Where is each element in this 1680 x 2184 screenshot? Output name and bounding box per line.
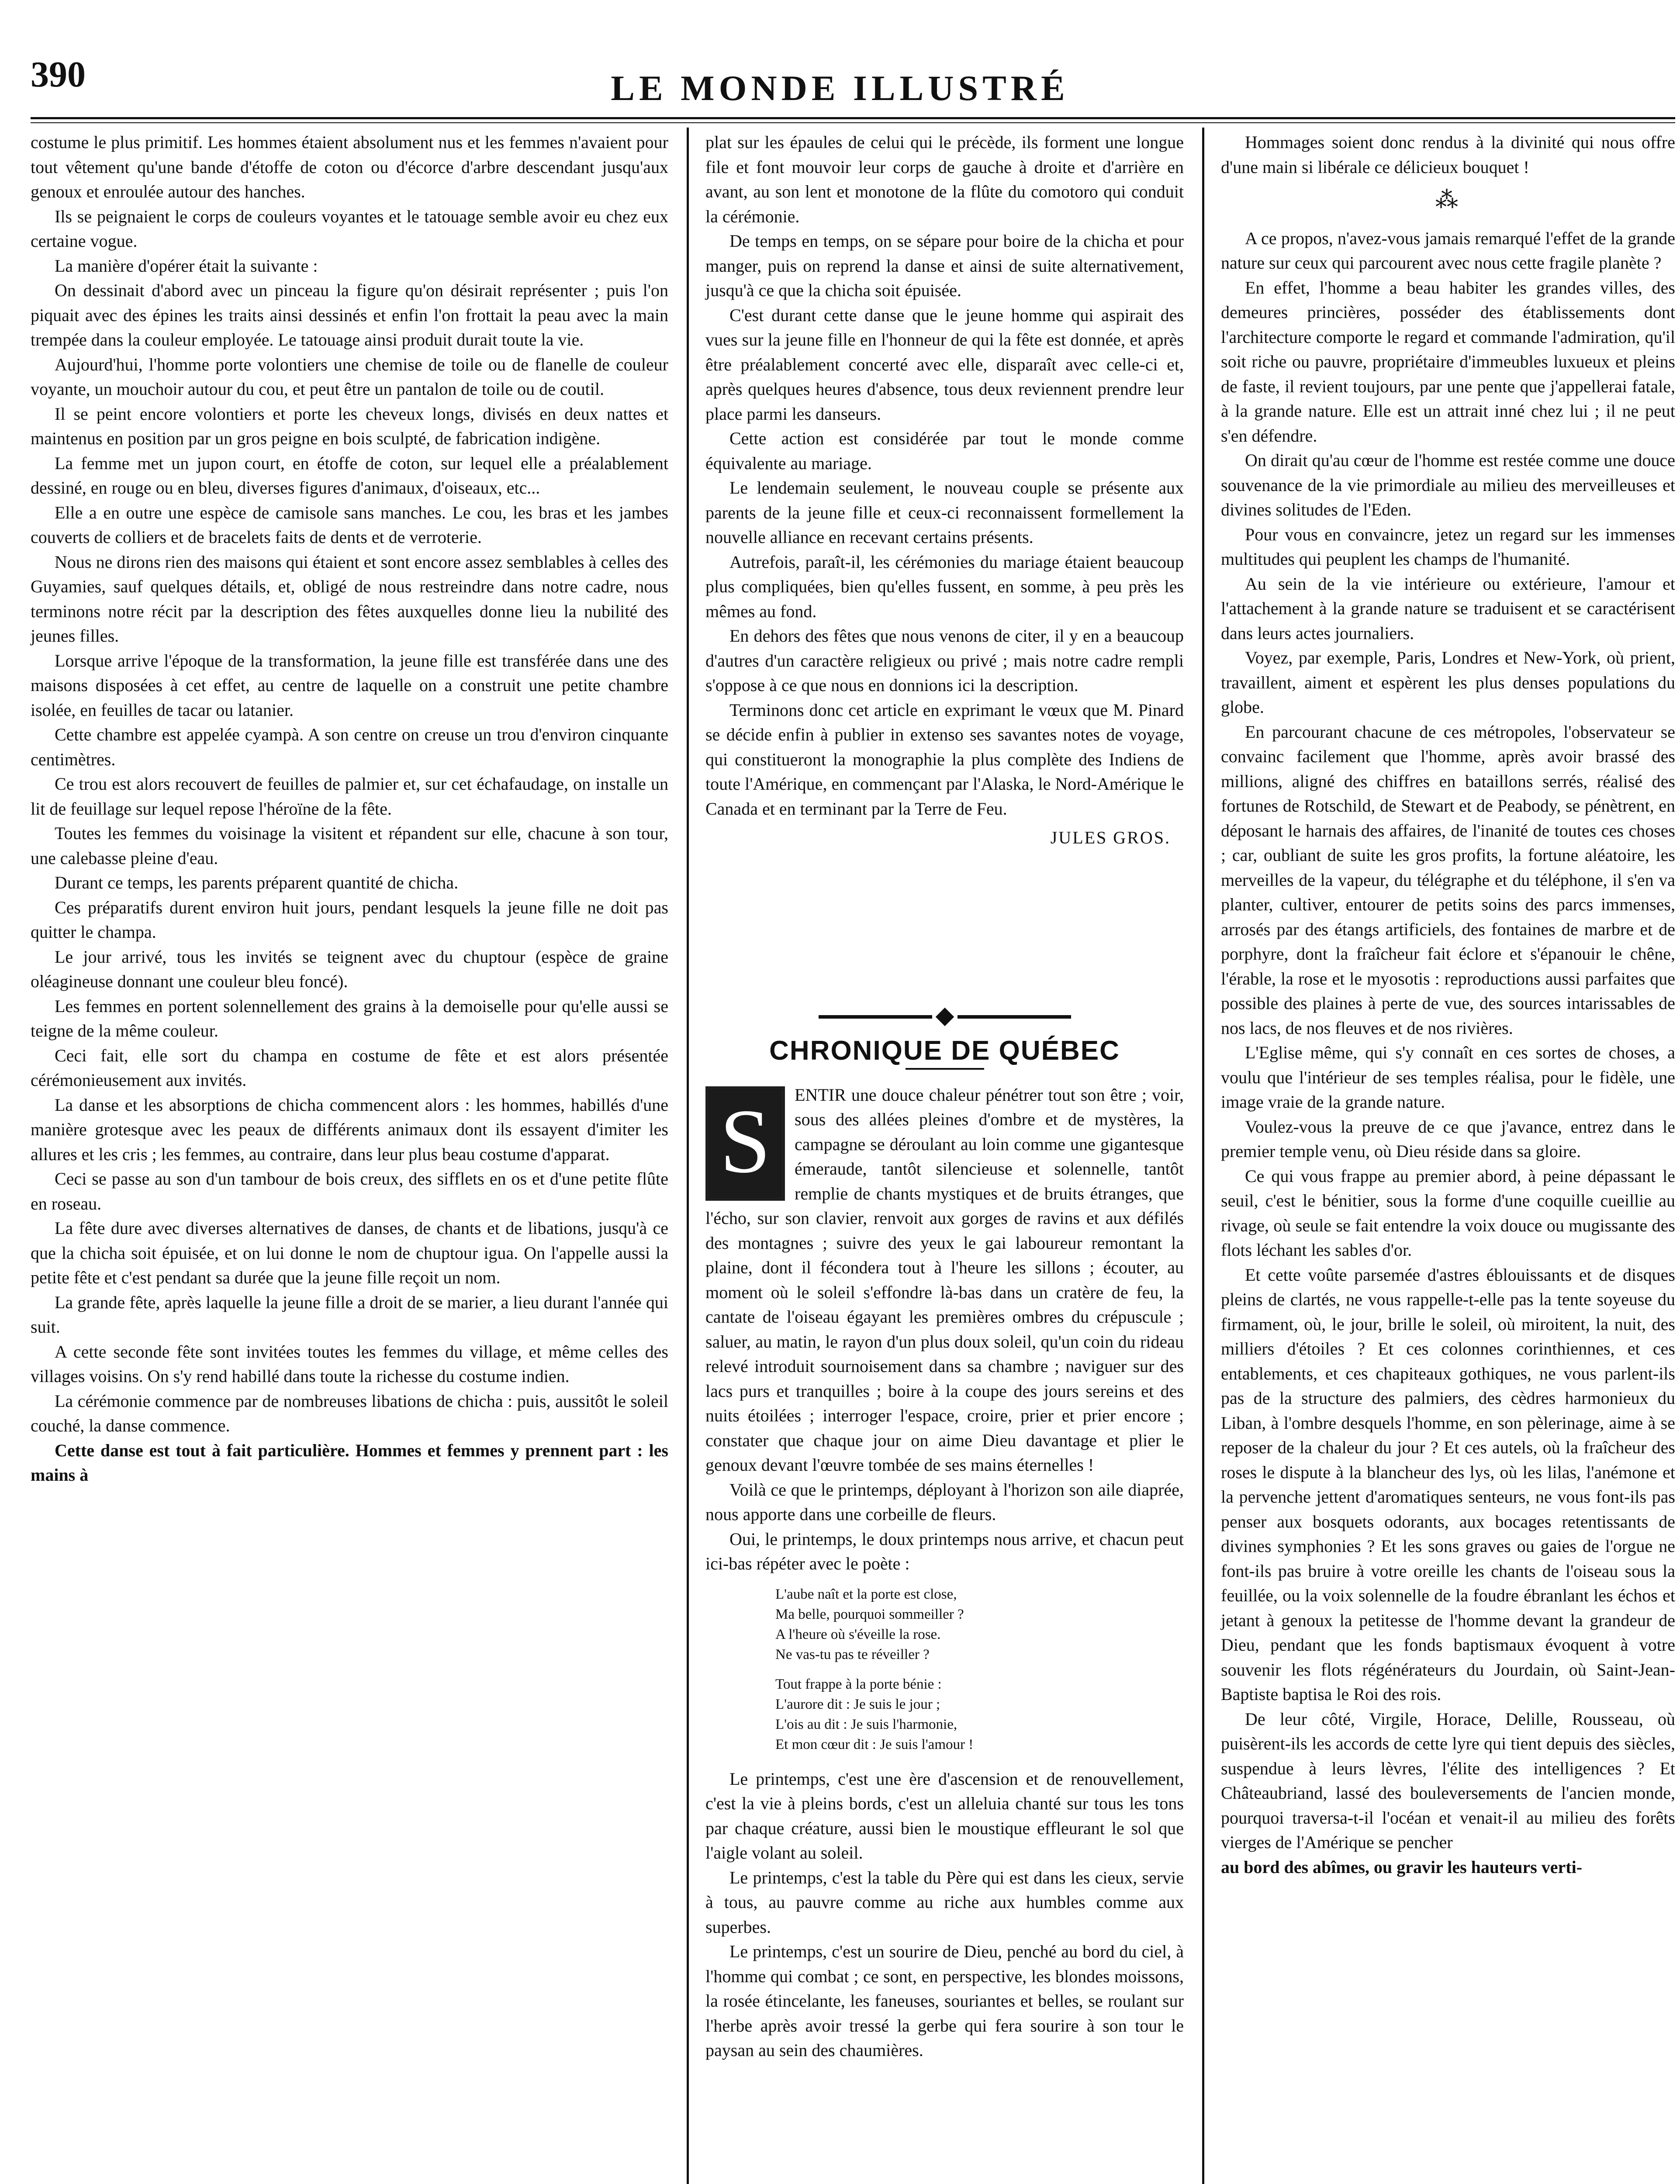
article-paragraph: De temps en temps, on se sépare pour boire de la chicha et pour manger, puis on reprend la danse et ainsi de suite alternativement, jusqu'à ce que la chicha soit épuisée.	[705, 231, 1184, 300]
article-paragraph: Ceci fait, elle sort du champa en costume de fête et est alors présentée cérémonieusement aux invités.	[31, 1045, 668, 1090]
poem-line: A l'heure où s'éveille la rose.	[775, 1626, 941, 1642]
poem-line: Et mon cœur dit : Je suis l'amour !	[775, 1736, 974, 1752]
masthead-title: LE MONDE ILLUSTRÉ	[611, 68, 1069, 108]
poem-quote	[775, 1584, 1184, 1755]
article-paragraph: Les femmes en portent solennellement des grains à la demoiselle pour qu'elle aussi se teigne de la même couleur.	[31, 996, 668, 1040]
article-paragraph: La cérémonie commence par de nombreuses libations de chicha : puis, aussitôt le soleil couché, la danse commence.	[31, 1391, 668, 1435]
article-paragraph: costume le plus primitif. Les hommes étaient absolument nus et les femmes n'avaient pour tout vêtement qu'une bande d'étoffe de coton ou d'écorce d'arbre descendant jusqu'aux genoux et enroulée autour des hanches.	[31, 132, 668, 201]
article-paragraph: Voulez-vous la preuve de ce que j'avance, entrez dans le premier temple venu, où Dieu réside dans sa gloire.	[1221, 1116, 1675, 1161]
article-paragraph: Au sein de la vie intérieure ou extérieure, l'amour et l'attachement à la grande nature se traduisent et se caractérisent dans leurs actes journaliers.	[1221, 574, 1675, 643]
column-divider	[1202, 128, 1204, 2184]
article-paragraph: Autrefois, paraît-il, les cérémonies du mariage étaient beaucoup plus compliquées, bien qu'elles fussent, en somme, à peu près les mêmes au fond.	[705, 552, 1184, 621]
column-left	[31, 130, 668, 2184]
article-paragraph: Voyez, par exemple, Paris, Londres et New-York, où prient, travaillent, aiment et espèrent les plus denses populations du globe.	[1221, 648, 1675, 717]
article-paragraph: C'est durant cette danse que le jeune homme qui aspirait des vues sur la jeune fille en l'honneur de qui la fête est donnée, et après être préalablement concerté avec elle, disparaît avec celle-ci et, après quelques heures d'absence, tous deux reviennent prendre leur place parmi les danseurs.	[705, 305, 1184, 424]
article-paragraph: Oui, le printemps, le doux printemps nous arrive, et chacun peut ici-bas répéter avec le poète :	[705, 1529, 1184, 1573]
article-paragraph: Le printemps, c'est une ère d'ascension et de renouvellement, c'est la vie à pleins bords, c'est un alleluia chanté sur tous les tons par chaque créature, aussi bien le moustique effleurant le sol que l'aigle volant au soleil.	[705, 1769, 1184, 1863]
author-signature: JULES GROS.	[1050, 828, 1171, 847]
article-paragraph: Ceci se passe au son d'un tambour de bois creux, des sifflets en os et d'une petite flûte en roseau.	[31, 1169, 668, 1213]
section-heading: CHRONIQUE DE QUÉBEC	[769, 1036, 1120, 1066]
article-paragraph: Terminons donc cet article en exprimant le vœux que M. Pinard se décide enfin à publier in extenso ses savantes notes de voyage, qui constitueront la monographie la plus complète des Indiens de toute l'Amérique, en commençant par l'Alaska, le Nord-Amérique le Canada et en terminant par la Terre de Feu.	[705, 700, 1184, 819]
ornament-diamond	[935, 1008, 954, 1026]
article-paragraph: Il se peint encore volontiers et porte les cheveux longs, divisés en deux nattes et maintenus en position par un gros peigne en bois sculpté, de fabrication indigène.	[31, 404, 668, 448]
poem-stanza	[775, 1584, 1184, 1665]
poem-line: L'aube naît et la porte est close,	[775, 1586, 957, 1602]
heading-rule	[906, 1068, 984, 1070]
article-paragraph: Cette action est considérée par tout le monde comme équivalente au mariage.	[705, 429, 1184, 473]
article-paragraph: De leur côté, Virgile, Horace, Delille, Rousseau, où puisèrent-ils les accords de cette lyre qui tient depuis des siècles, suspendue à leurs lèvres, l'élite des intelligences ? Et Châteaubriand, lassé des bouleversements de l'ancien monde, pourquoi traversa-t-il l'océan et venait-il au milieu des forêts vierges de l'Amérique se pencher	[1221, 1709, 1675, 1852]
article-paragraph: Voilà ce que le printemps, déployant à l'horizon son aile diaprée, nous apporte dans une corbeille de fleurs.	[705, 1479, 1184, 1524]
article-paragraph: au bord des abîmes, ou gravir les hauteurs verti-	[1221, 1857, 1583, 1877]
article-paragraph: Hommages soient donc rendus à la divinité qui nous offre d'une main si libérale ce délicieux bouquet !	[1221, 132, 1675, 177]
article-paragraph: Cette chambre est appelée cyampà. A son centre on creuse un trou d'environ cinquante centimètres.	[31, 725, 668, 769]
article-paragraph: Toutes les femmes du voisinage la visitent et répandent sur elle, chacune à son tour, une calebasse pleine d'eau.	[31, 823, 668, 868]
article-paragraph: Et cette voûte parsemée d'astres éblouissants et de disques pleins de clartés, ne vous rappelle-t-elle pas la tente soyeuse du firmament, où, le jour, brille le soleil, où miroitent, la nuit, des milliers d'étoiles ? Et ces colonnes corinthiennes, et ces entablements, et ces chapiteaux gothiques, ne vous parlent-ils pas de la structure des palmiers, des cèdres harmonieux du Liban, à l'ombre desquels l'homme, en son pèlerinage, aime à se reposer de la chaleur du jour ? Et ces autels, où la fraîcheur des roses le dispute à la blancheur des lys, où les lilas, l'anémone et la pervenche jettent d'aromatiques senteurs, ne vous font-ils pas penser aux bosquets odorants, aux bocages retentissants de divines symphonies ? Et les sons graves ou gaies de l'orgue ne font-ils pas bruire à votre oreille les chants de l'oiseau sous la feuillée, ou la voix solennelle de la foudre ébranlant les échos et jetant à genoux la petitesse de l'homme devant la grandeur de Dieu, pendant que les fonds baptismaux évoquent à votre souvenir les flots régénérateurs du Jourdain, où Saint-Jean-Baptiste baptisa le Roi des rois.	[1221, 1265, 1675, 1704]
article-paragraph: Pour vous en convaincre, jetez un regard sur les immenses multitudes qui peuplent les champs de l'humanité.	[1221, 524, 1675, 569]
article-paragraph: Lorsque arrive l'époque de la transformation, la jeune fille est transférée dans une des maisons disposées à cet effet, au centre de laquelle on a construit une petite chambre isolée, en feuilles de tacar ou latanier.	[31, 650, 668, 720]
asterism-separator: ⁂	[1435, 188, 1461, 213]
article-paragraph: En dehors des fêtes que nous venons de citer, il y en a beaucoup d'autres d'un caractère religieux ou privé ; mais notre cadre rempli s'oppose à ce que nous en donnions ici la description.	[705, 626, 1184, 695]
lead-paragraph: ENTIR une douce chaleur pénétrer tout son être ; voir, sous des allées pleines d'ombre et de mystères, la campagne se déroulant au loin comme une gigantesque émeraude, tantôt silencieuse et solennelle, tantôt remplie de chants mystiques et de bruits étranges, que l'écho, sur son clavier, renvoit aux gorges de ravins et aux défilés des montagnes ; suivre des yeux le gai laboureur remontant la plaine, dont il fécondera tout à l'heure les sillons ; écouter, au moment où le soleil s'effondre là-bas dans un cratère de feu, la cantate de l'oiseau égayant les premières ombres du crépuscule ; saluer, au matin, le rayon d'un plus doux soleil, qu'un coin du rideau relevé introduit sournoisement dans sa chambre ; naviguer sur des lacs purs et tranquilles ; boire à la coupe des jours sereins et des nuits étoilées ; interroger l'espace, croire, prier et prier encore ; constater que chaque jour on aime Dieu davantage et plier le genoux devant l'œuvre tombée de ses mains éternelles !	[705, 1085, 1184, 1475]
ornament-rule	[958, 1015, 1071, 1019]
header-rule	[31, 117, 1675, 119]
column-right	[1221, 130, 1675, 2184]
article-paragraph: Cette danse est tout à fait particulière. Hommes et femmes y prennent part : les mains à	[31, 1440, 668, 1485]
poem-line: Ma belle, pourquoi sommeiller ?	[775, 1606, 964, 1622]
section-ornament	[705, 1004, 1184, 1030]
article-paragraph: La fête dure avec diverses alternatives de danses, de chants et de libations, jusqu'à ce que la chicha soit épuisée, et on lui donne le nom de chuptour igua. On l'appelle aussi la petite fête et c'est pendant sa durée que la jeune fille reçoit un nom.	[31, 1218, 668, 1287]
article-paragraph: A ce propos, n'avez-vous jamais remarqué l'effet de la grande nature sur ceux qui parcourent avec nous cette fragile planète ?	[1221, 228, 1675, 273]
poem-line: Ne vas-tu pas te réveiller ?	[775, 1646, 930, 1662]
article-paragraph: La grande fête, après laquelle la jeune fille a droit de se marier, a lieu durant l'année qui suit.	[31, 1292, 668, 1337]
poem-line: L'aurore dit : Je suis le jour ;	[775, 1696, 940, 1712]
article-paragraph: Elle a en outre une espèce de camisole sans manches. Le cou, les bras et les jambes couverts de colliers et de bracelets faits de dents et de verroterie.	[31, 502, 668, 547]
article-paragraph: Le printemps, c'est un sourire de Dieu, penché au bord du ciel, à l'homme qui combat ; ce sont, en perspective, les blondes moissons, la rosée étincelante, les faneuses, souriantes et belles, se roulant sur l'herbe après avoir tressé la gerbe qui fera sourire à son tour le paysan au sein des chaumières.	[705, 1942, 1184, 2060]
article-paragraph: On dessinait d'abord avec un pinceau la figure qu'on désirait représenter ; puis l'on piquait avec des épines les traits ainsi dessinés et enfin l'on frottait la peau avec la main trempée dans la couleur employée. Le tatouage ainsi produit durait toute la vie.	[31, 280, 668, 349]
article-paragraph: L'Eglise même, qui s'y connaît en ces sortes de choses, a voulu que l'intérieur de ses temples réalisa, pour le fidèle, une image vraie de la grande nature.	[1221, 1043, 1675, 1112]
article-paragraph: La manière d'opérer était la suivante :	[55, 256, 318, 276]
article-paragraph: La danse et les absorptions de chicha commencent alors : les hommes, habillés d'une manière grotesque avec les peaux de différents animaux dont ils essayent d'imiter les allures et les cris ; les femmes, au contraire, dans leur plus beau costume d'apparat.	[31, 1095, 668, 1164]
drop-cap: S	[705, 1086, 785, 1201]
article-paragraph: A cette seconde fête sont invitées toutes les femmes du village, et même celles des villages voisins. On s'y rend habillé dans toute la richesse du costume indien.	[31, 1341, 668, 1386]
ornament-rule	[819, 1015, 932, 1019]
article-paragraph: Durant ce temps, les parents préparent quantité de chicha.	[55, 873, 459, 892]
article-paragraph: Ce qui vous frappe au premier abord, à peine dépassant le seuil, c'est le bénitier, sous la forme d'une coquille cueillie au rivage, où seule se fait entendre la voix douce ou mugissante des flots léchant les sables d'or.	[1221, 1166, 1675, 1260]
article-paragraph: La femme met un jupon court, en étoffe de coton, sur lequel elle a préalablement dessiné, en rouge ou en bleu, diverses figures d'animaux, d'oiseaux, etc...	[31, 453, 668, 498]
article-paragraph: Ils se peignaient le corps de couleurs voyantes et le tatouage semble avoir eu chez eux certaine vogue.	[31, 206, 668, 251]
article-paragraph: Le lendemain seulement, le nouveau couple se présente aux parents de la jeune fille et ceux-ci reconnaissent formellement la nouvelle alliance en recevant certains présents.	[705, 478, 1184, 547]
chronique-article	[705, 1036, 1184, 2184]
article-paragraph: Le jour arrivé, tous les invités se teignent avec du chuptour (espèce de graine oléagineuse donnant une couleur bleu foncé).	[31, 947, 668, 991]
article-paragraph: plat sur les épaules de celui qui le précède, ils forment une longue file et font mouvoir leur corps de gauche à droite et d'arrière en avant, au son lent et monotone de la flûte du comotoro qui conduit la cérémonie.	[705, 132, 1184, 226]
article-paragraph: Nous ne dirons rien des maisons qui étaient et sont encore assez semblables à celles des Guyamies, sauf quelques détails, et, obligé de nous restreindre dans notre cadre, nous terminons notre récit par la description des fêtes auxquelles donne lieu la nubilité des jeunes filles.	[31, 552, 668, 646]
article-continuation	[705, 130, 1184, 1004]
poem-line: Tout frappe à la porte bénie :	[775, 1676, 942, 1692]
column-divider	[687, 128, 689, 2184]
poem-line: L'ois au dit : Je suis l'harmonie,	[775, 1716, 958, 1732]
article-paragraph: Ces préparatifs durent environ huit jours, pendant lesquels la jeune fille ne doit pas quitter le champa.	[31, 897, 668, 942]
article-paragraph: Aujourd'hui, l'homme porte volontiers une chemise de toile ou de flanelle de couleur voyante, un mouchoir autour du cou, et peut être un pantalon de toile ou de coutil.	[31, 354, 668, 399]
header-rule-thin	[31, 122, 1675, 123]
article-paragraph: Le printemps, c'est la table du Père qui est dans les cieux, servie à tous, au pauvre comme au riche aux humbles comme aux superbes.	[705, 1867, 1184, 1937]
article-paragraph: On dirait qu'au cœur de l'homme est restée comme une douce souvenance de la vie primordiale au milieu des merveilleuses et divines solitudes de l'Eden.	[1221, 450, 1675, 519]
poem-stanza	[775, 1674, 1184, 1755]
article-paragraph: Ce trou est alors recouvert de feuilles de palmier et, sur cet échafaudage, on installe un lit de feuillage sur lequel repose l'héroïne de la fête.	[31, 774, 668, 819]
article-paragraph: En parcourant chacune de ces métropoles, l'observateur se convainc facilement que l'homme, après avoir brassé des millions, aligné des chiffres en bataillons serrés, réalisé des fortunes de Rotschild, de Stewart et de Peabody, se pénètrent, en déposant le harnais des affaires, de l'inanité de toutes ces choses ; car, oubliant de suite les gros profits, la fortune aléatoire, les merveilles de la vapeur, du télégraphe et du téléphone, il s'en va planter, cultiver, entourer de petits soins des parcs immenses, arrosés par des étangs artificiels, des fontaines de marbre et de porphyre, dont la fraîcheur fait éclore et s'épanouir le chêne, l'érable, la rose et le myosotis : reproductions aussi parfaites que possible des plaines à perte de vue, des sources intarissables de nos lacs, de nos fleuves et de nos rivières.	[1221, 722, 1675, 1038]
column-middle	[705, 130, 1184, 2184]
page-number: 390	[31, 54, 86, 95]
article-paragraph: En effet, l'homme a beau habiter les grandes villes, des demeures princières, posséder des établissements dont l'architecture comporte le regard et commande l'admiration, qu'il soit riche ou pauvre, propriétaire d'immeubles luxueux et pleins de faste, il revient toujours, par une pente que j'appellerai fatale, à la grande nature. Elle est un attrait inné chez lui ; il ne peut s'en défendre.	[1221, 277, 1675, 446]
